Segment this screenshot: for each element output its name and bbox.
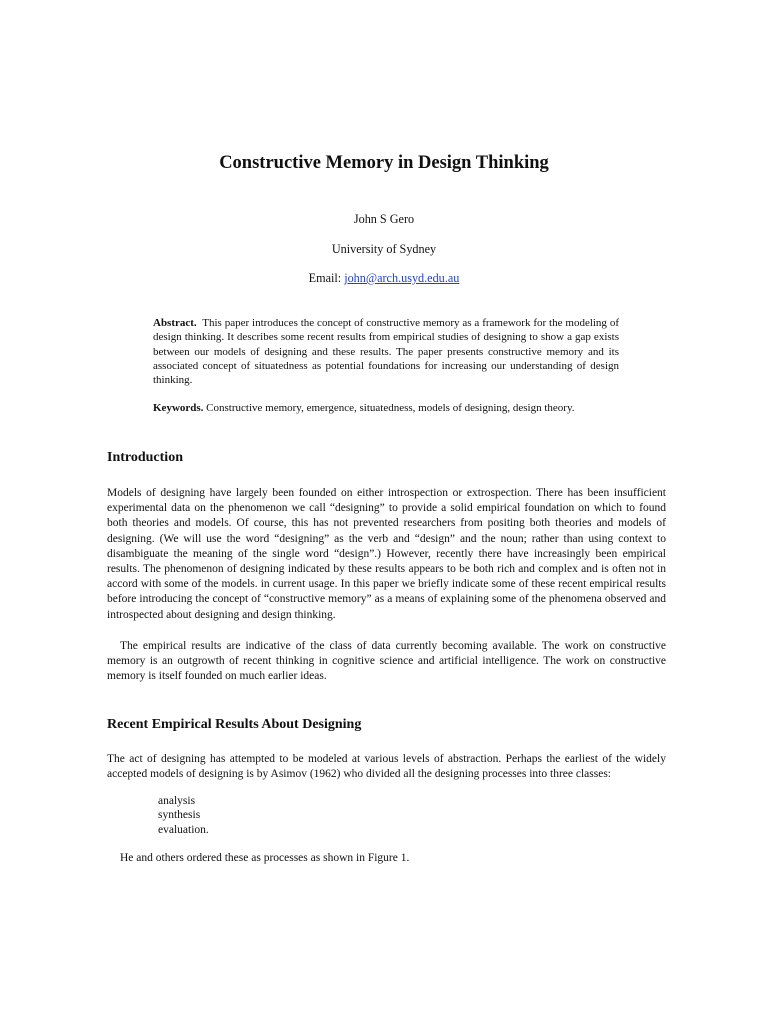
abstract-label: Abstract. bbox=[153, 317, 197, 329]
author-name: John S Gero bbox=[353, 212, 415, 226]
email-label: Email: bbox=[308, 271, 342, 285]
author-affiliation: University of Sydney bbox=[331, 242, 437, 256]
email-link[interactable]: john@arch.usyd.edu.au bbox=[344, 271, 460, 285]
design-process-classes-list bbox=[158, 794, 209, 837]
list-item: synthesis bbox=[158, 809, 201, 822]
keywords bbox=[153, 401, 619, 415]
introduction-paragraph-2: The empirical results are indicative of the class of data currently becoming available. The work on constructive memory is an outgrowth of recent thinking in cognitive science and artificial intelligence. The work on constructive memory is itself founded on much earlier ideas. bbox=[107, 640, 666, 683]
abstract-text: This paper introduces the concept of constructive memory as a framework for the modeling of design thinking. It describes some recent results from empirical studies of designing to show a gap exists between our models of designing and these results. The paper presents constructive memory and its associated concept of situatedness as potential foundations for increasing our understanding of design thinking. bbox=[153, 317, 619, 387]
abstract bbox=[153, 316, 619, 387]
keywords-text: Constructive memory, emergence, situatedness, models of designing, design theory. bbox=[206, 402, 575, 414]
introduction-paragraph-1: Models of designing have largely been founded on either introspection or extrospection. There has been insufficient experimental data on the phenomenon we call “designing” to provide a solid empirical foundation on which to found both theories and models. Of course, this has not prevented researchers from positing both theories and models of designing. (We will use the word “designing” as the verb and “design” and the noun; rather than using context to disambiguate the meaning of the single word “design”.) However, recently there have increasingly been empirical results. The phenomenon of designing indicated by these results appears to be both rich and complex and is often not in accord with some of the models. in current usage. In this paper we briefly indicate some of these recent empirical results before introducing the concept of “constructive memory” as a means of explaining some of the phenomena observed and introspected about designing and design thinking. bbox=[107, 487, 666, 621]
list-item: evaluation. bbox=[158, 823, 209, 836]
keywords-label: Keywords. bbox=[153, 402, 204, 414]
recent-results-heading: Recent Empirical Results About Designing bbox=[107, 717, 362, 732]
recent-results-paragraph-2: He and others ordered these as processes as shown in Figure 1. bbox=[120, 852, 410, 864]
paper-title: Constructive Memory in Design Thinking bbox=[219, 153, 549, 173]
list-item: analysis bbox=[158, 795, 196, 807]
author-email-line bbox=[0, 271, 768, 286]
introduction-heading: Introduction bbox=[107, 450, 183, 465]
recent-results-paragraph-1: The act of designing has attempted to be modeled at various levels of abstraction. Perhaps the earliest of the widely accepted models of designing is by Asimov (1962) who divided all the designing processes into three classes: bbox=[107, 753, 666, 781]
